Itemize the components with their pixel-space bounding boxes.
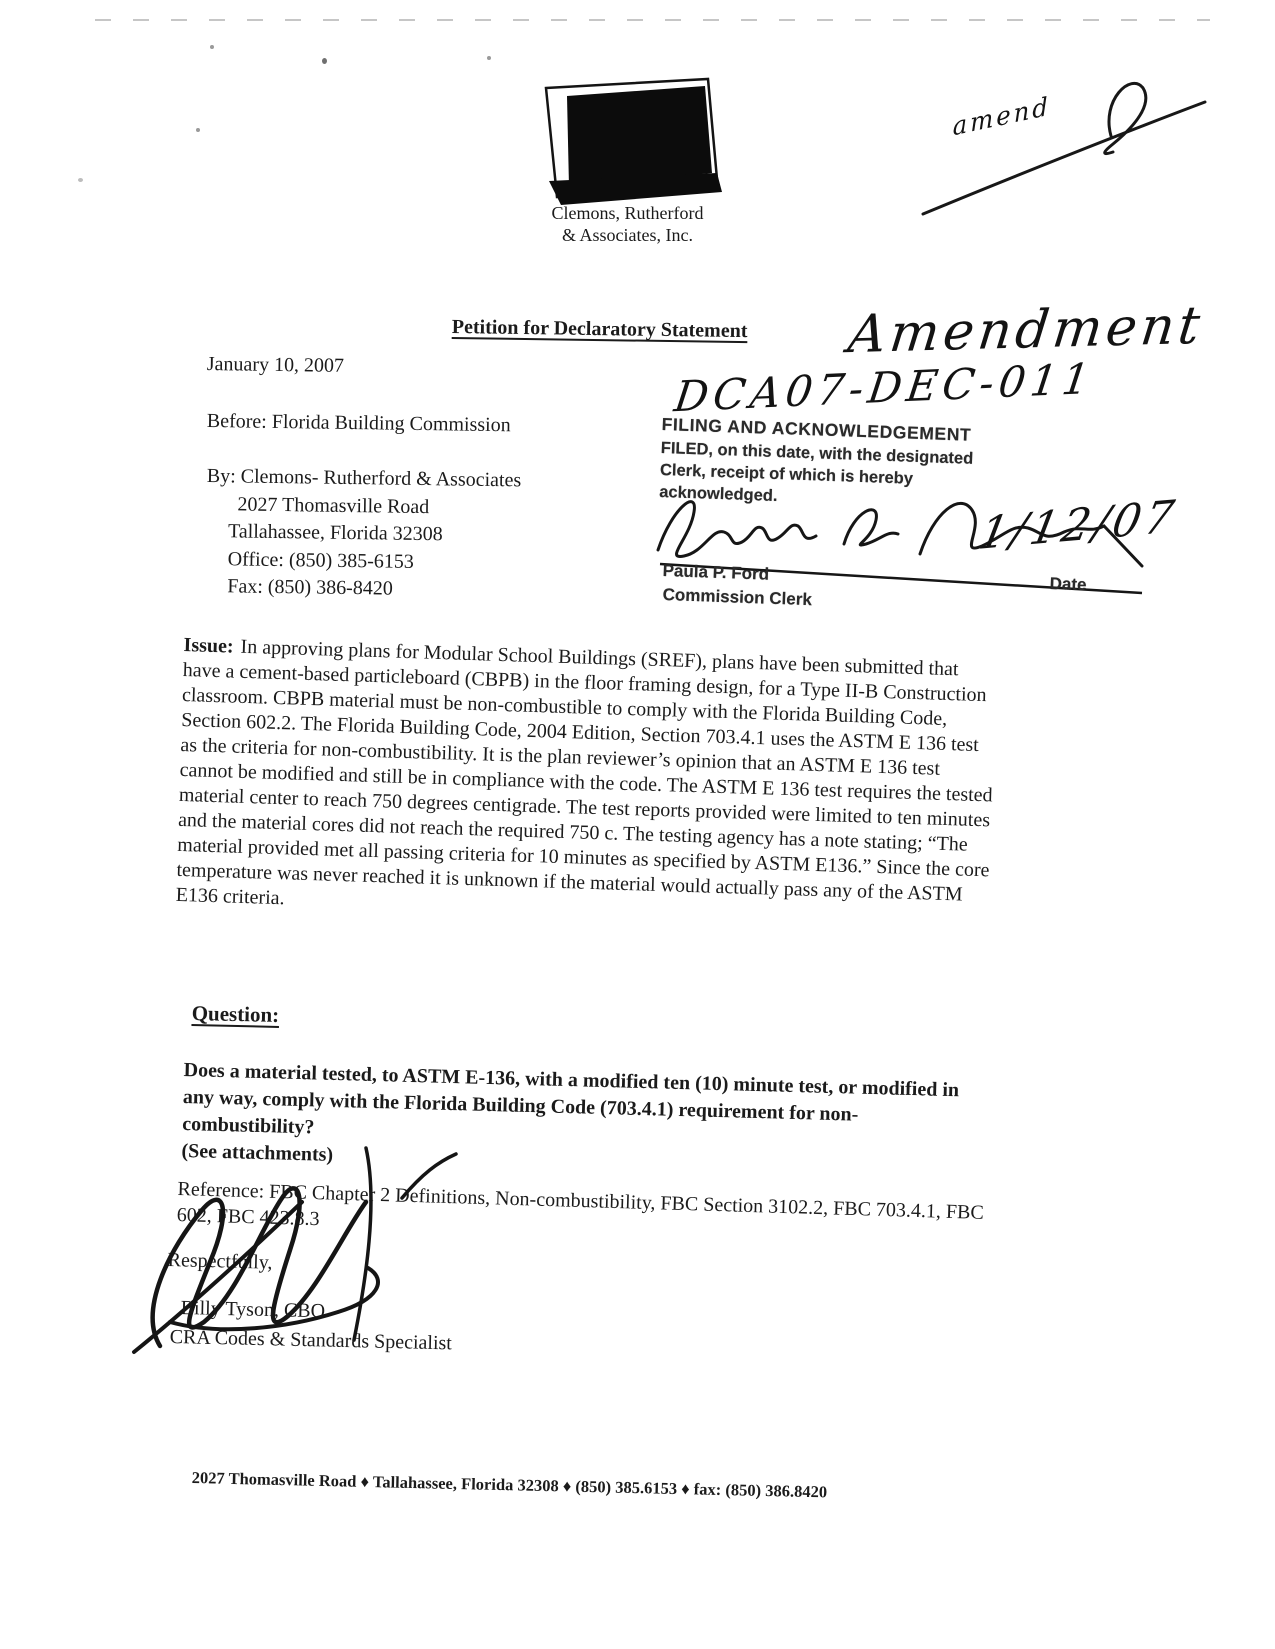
clerk-name: Paula P. Ford — [662, 561, 770, 584]
company-name — [535, 202, 720, 246]
before-line: Before: Florida Building Commission — [206, 409, 511, 437]
question-text: Does a material tested, to ASTM E-136, with a modified ten (10) minute test, or modified in any way, comply with the Florida Building Code (703.4.1) requirement for non-combustibility? — [181, 1058, 960, 1139]
issue-label: Issue: — [183, 633, 234, 658]
scan-speck — [210, 45, 214, 49]
reference-paragraph: Reference: FBC Chapter 2 Definitions, Non-combustibility, FBC Section 3102.2, FBC 703.4.1, FBC 602, FBC 423.8.3 — [176, 1177, 985, 1231]
scan-artifact-line — [95, 19, 1210, 21]
stamp-line2: FILED, on this date, with the designated — [660, 438, 974, 468]
stamp-line4: acknowledged. — [658, 482, 778, 506]
scan-speck — [78, 178, 83, 182]
company-logo — [540, 76, 722, 210]
page-footer: 2027 Thomasville Road ♦ Tallahassee, Florida 32308 ♦ (850) 385.6153 ♦ fax: (850) 386.8420 — [191, 1468, 828, 1502]
scan-speck — [322, 58, 327, 64]
question-heading: Question: — [191, 1001, 280, 1027]
stamp-line1: FILING AND ACKNOWLEDGEMENT — [661, 414, 972, 445]
top-right-note: amend — [952, 91, 1052, 142]
scan-speck — [196, 128, 200, 132]
stamp-line3: Clerk, receipt of which is hereby — [659, 460, 914, 488]
date-label: Date — [1049, 574, 1087, 595]
signer-title: CRA Codes & Standards Specialist — [169, 1325, 453, 1355]
issue-paragraph — [175, 633, 997, 933]
fax-number: Fax: (850) 386-8420 — [227, 575, 393, 600]
scan-speck — [487, 56, 491, 60]
signer-name: Billy Tyson, CBO — [180, 1296, 326, 1323]
issue-text: In approving plans for Modular School Buildings (SREF), plans have been submitted that have a cement-based particleboard (CBPB) in the floor framing design, for a Type II-B Construction classroom. CBPB material must be non-combustible to comply with the Florida Building Code, Section 602.2. The Florida Building Code, 2004 Edition, Section 703.4.1 uses the ASTM E 136 test as the criteria for non-combustibility. It is the plan reviewer’s opinion that an ASTM E 136 test cannot be modified and still be in compliance with the code. The ASTM E 136 test requires the tested material center to reach 750 degrees centigrade. The test reports provided were limited to ten minutes and the material cores did not reach the required 750 c. The testing agency has a note stating; “The material provided met all passing criteria for 10 minutes as specified by ASTM E136.” Since the core temperature was never reached it is unknown if the material would actually pass any of the ASTM E136 criteria. — [175, 635, 993, 910]
handwritten-filed-date: 1/12/07 — [974, 490, 1182, 561]
pen-swoosh — [915, 72, 1215, 222]
address-city: Tallahassee, Florida 32308 — [227, 520, 443, 546]
address-street: 2027 Thomasville Road — [237, 492, 430, 518]
handwritten-amendment: Amendment — [845, 295, 1207, 366]
handwritten-case-number: DCA07-DEC-011 — [671, 353, 1098, 422]
letter-date: January 10, 2007 — [206, 352, 345, 377]
company-name-line1: Clemons, Rutherford — [551, 203, 704, 223]
clerk-title: Commission Clerk — [662, 585, 813, 610]
by-address-block — [205, 463, 521, 605]
office-phone: Office: (850) 385-6153 — [227, 547, 415, 573]
by-line: By: Clemons- Rutherford & Associates — [206, 464, 522, 492]
company-name-line2: & Associates, Inc. — [562, 225, 693, 245]
letter-title: Petition for Declaratory Statement — [451, 316, 748, 343]
closing-salutation: Respectfully, — [167, 1248, 273, 1274]
see-attachments-note: (See attachments) — [181, 1139, 334, 1166]
